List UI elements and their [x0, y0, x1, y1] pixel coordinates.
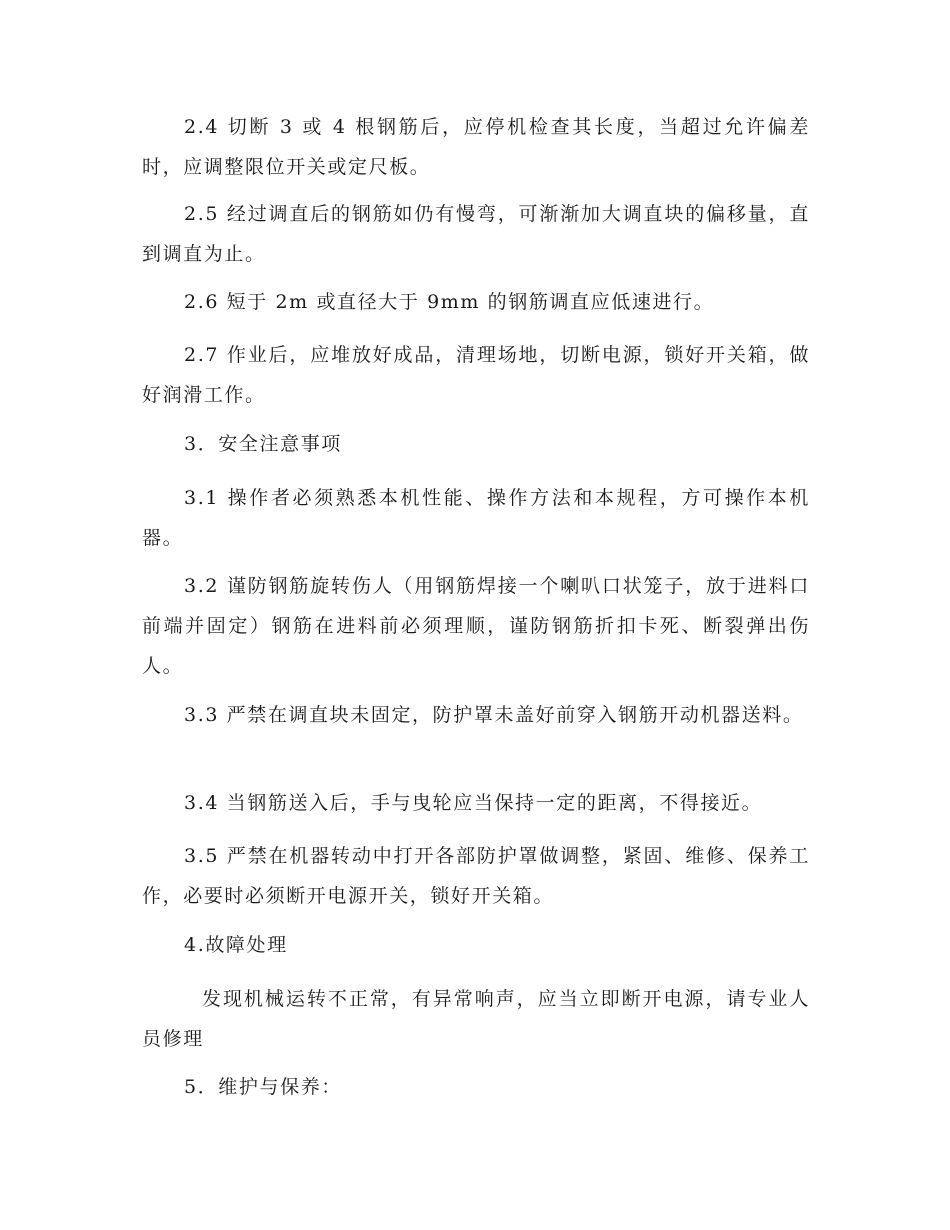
- paragraph-4-body: 发现机械运转不正常，有异常响声，应当立即断开电源，请专业人员修理: [142, 988, 810, 1050]
- paragraph-2-6: 2.6 短于 2m 或直径大于 9mm 的钢筋调直应低速进行。: [184, 291, 715, 313]
- paragraph-3-5: 3.5 严禁在机器转动中打开各部防护罩做调整，紧固、维修、保养工作，必要时必须断开电源开关，锁好开关箱。: [142, 845, 810, 907]
- section-heading-5: 5．维护与保养：: [184, 1076, 342, 1098]
- paragraph-3-4: 3.4 当钢筋送入后，手与曳轮应当保持一定的距离，不得接近。: [184, 792, 763, 814]
- paragraph-3-2: 3.2 谨防钢筋旋转伤人（用钢筋焊接一个喇叭口状笼子，放于进料口前端并固定）钢筋在进料前必须理顺，谨防钢筋折扣卡死、断裂弹出伤人。: [142, 575, 810, 677]
- paragraph-2-7: 2.7 作业后，应堆放好成品，清理场地，切断电源，锁好开关箱，做好润滑工作。: [142, 344, 810, 406]
- paragraph-3-1: 3.1 操作者必须熟悉本机性能、操作方法和本规程，方可操作本机器。: [142, 487, 810, 549]
- paragraph-2-5: 2.5 经过调直后的钢筋如仍有慢弯，可渐渐加大调直块的偏移量，直到调直为止。: [142, 203, 810, 265]
- section-heading-4: 4.故障处理: [184, 934, 288, 956]
- paragraph-2-4: 2.4 切断 3 或 4 根钢筋后，应停机检查其长度，当超过允许偏差时，应调整限位开关或定尺板。: [142, 116, 810, 178]
- paragraph-3-3: 3.3 严禁在调直块未固定，防护罩未盖好前穿入钢筋开动机器送料。: [184, 704, 804, 726]
- section-heading-3: 3．安全注意事项: [184, 433, 342, 455]
